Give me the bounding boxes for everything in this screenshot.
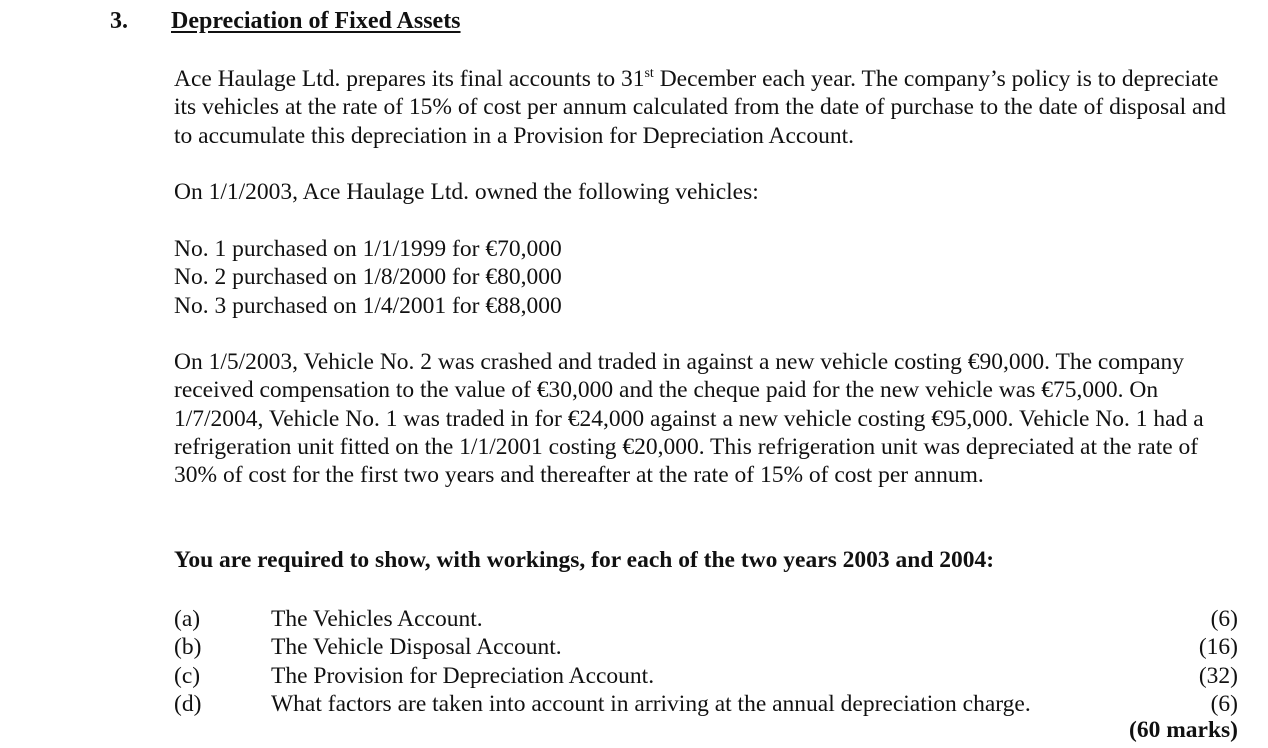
question-part	[174, 605, 1238, 633]
vehicle-list	[174, 235, 562, 320]
question-title: Depreciation of Fixed Assets	[171, 8, 461, 34]
events-paragraph: On 1/5/2003, Vehicle No. 2 was crashed and traded in against a new vehicle costing €90,000. The company received compensation to the value of €30,000 and the cheque paid for the new vehicle was €75,000. On 1/7/2004, Vehicle No. 1 was traded in for €24,000 against a new vehicle costing €95,000. Vehicle No. 1 had a refrigeration unit fitted on the 1/1/2001 costing €20,000. This refrigeration unit was depreciated at the rate of 30% of cost for the first two years and thereafter at the rate of 15% of cost per annum.	[174, 349, 1204, 489]
question-part	[174, 662, 1238, 690]
part-letter: (c)	[174, 662, 201, 689]
vehicle-item: No. 1 purchased on 1/1/1999 for €70,000	[174, 236, 562, 262]
part-marks: (6)	[1210, 606, 1238, 632]
date-ordinal-suffix: st	[644, 66, 654, 81]
question-number: 3.	[110, 8, 128, 34]
part-marks: (16)	[1198, 634, 1238, 661]
part-text: What factors are taken into account in arriving at the annual depreciation charge.	[271, 690, 1031, 717]
intro-paragraph	[174, 65, 1234, 150]
part-letter: (d)	[174, 690, 202, 717]
intro-text-end: December each year. The company’s policy is to depreciate its vehicles at the rate of 15% of cost per annum calculated from the date of purchase to the date of disposal and to accumulate this depreciation in a Provision for Depreciation Account.	[174, 66, 1226, 149]
requirement-heading: You are required to show, with workings, for each of the two years 2003 and 2004:	[174, 547, 995, 573]
part-marks: (32)	[1198, 662, 1238, 689]
part-marks: (6)	[1210, 690, 1238, 717]
part-text: The Vehicles Account.	[271, 606, 483, 632]
part-text: The Vehicle Disposal Account.	[271, 634, 562, 661]
part-letter: (b)	[174, 634, 202, 661]
intro-text-start: Ace Haulage Ltd. prepares its final accounts to 31	[174, 66, 645, 92]
total-marks: (60 marks)	[1129, 717, 1238, 743]
question-parts	[174, 605, 1238, 718]
question-part	[174, 690, 1238, 718]
owned-vehicles-intro: On 1/1/2003, Ace Haulage Ltd. owned the following vehicles:	[174, 179, 759, 205]
vehicle-item: No. 3 purchased on 1/4/2001 for €88,000	[174, 292, 562, 319]
vehicle-item: No. 2 purchased on 1/8/2000 for €80,000	[174, 264, 562, 291]
part-letter: (a)	[174, 606, 201, 632]
question-part	[174, 633, 1238, 661]
part-text: The Provision for Depreciation Account.	[271, 662, 655, 689]
